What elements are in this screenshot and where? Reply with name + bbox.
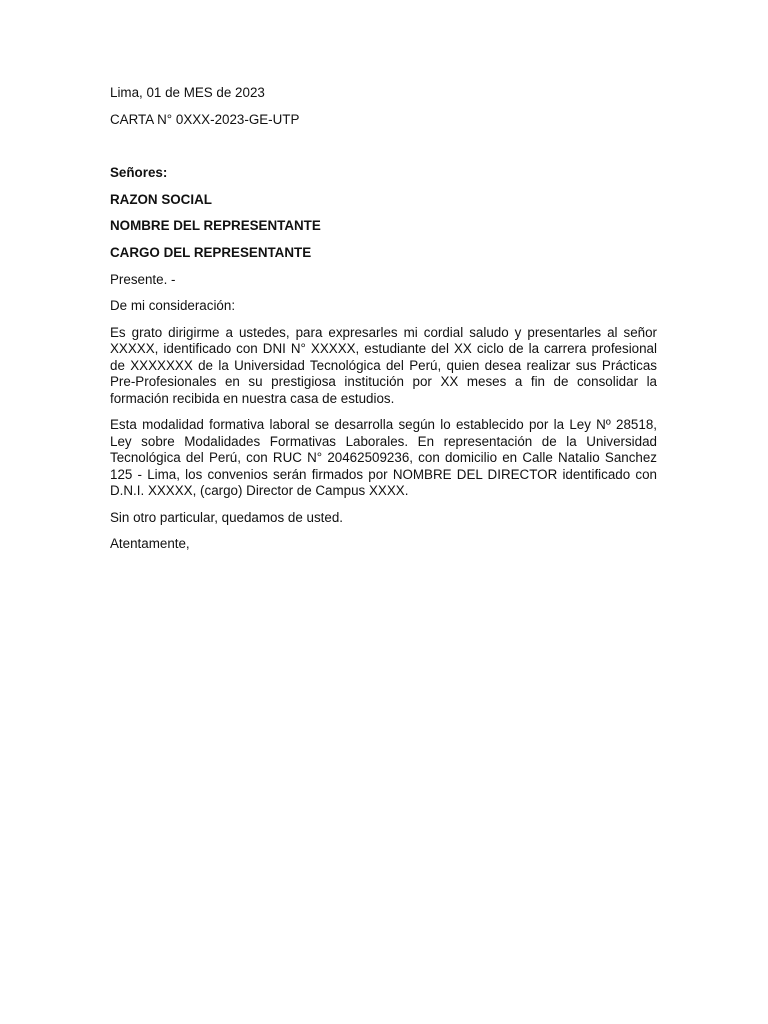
recipient-representative-position: CARGO DEL REPRESENTANTE: [110, 244, 312, 260]
closing-signoff: Atentamente,: [110, 536, 190, 552]
letter-greeting: De mi consideración:: [110, 298, 236, 314]
recipient-company: RAZON SOCIAL: [110, 191, 212, 207]
body-paragraph-1: Es grato dirigirme a ustedes, para expresarles mi cordial saludo y presentarles al señor XXXXX, identificado con DNI N° XXXXX, estudiante del XX ciclo de la carrera profesional de XXXXXXX de la Universidad Tecnológica del Perú, quien desea realizar sus Prácticas Pre-Profesionales en su prestigiosa institución por XX meses a fin de consolidar la formación recibida en nuestra casa de estudios.: [110, 325, 657, 406]
letter-body: [110, 85, 657, 553]
recipient-salutation: Señores:: [110, 164, 168, 180]
letter-date: Lima, 01 de MES de 2023: [110, 85, 265, 100]
closing-line: Sin otro particular, quedamos de usted.: [110, 509, 343, 525]
recipient-presente: Presente. -: [110, 271, 176, 287]
body-paragraph-2: Esta modalidad formativa laboral se desarrolla según lo establecido por la Ley Nº 28518, Ley sobre Modalidades Formativas Laborales. En representación de la Universidad Tecnológica del Perú, con RUC N° 20462509236, con domicilio en Calle Natalio Sanchez 125 - Lima, los convenios serán firmados por NOMBRE DEL DIRECTOR identificado con D.N.I. XXXXX, (cargo) Director de Campus XXXX.: [110, 417, 657, 498]
recipient-representative-name: NOMBRE DEL REPRESENTANTE: [110, 218, 321, 234]
letter-reference: CARTA N° 0XXX-2023-GE-UTP: [110, 112, 300, 127]
